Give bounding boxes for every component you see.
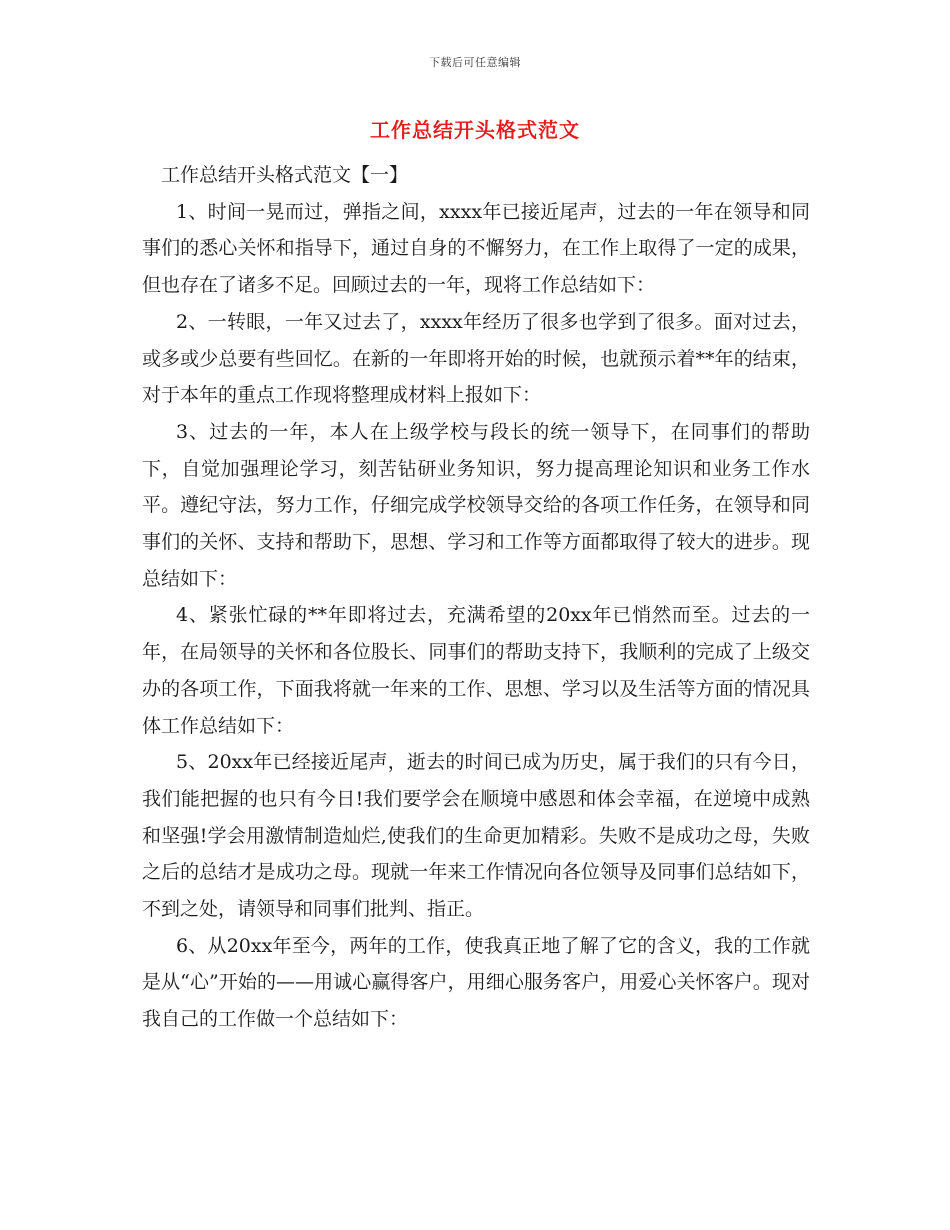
paragraph-1: 1、时间一晃而过，弹指之间，xxxx年已接近尾声，过去的一年在领导和同事们的悉心关怀和指导下，通过自身的不懈努力，在工作上取得了一定的成果，但也存在了诸多不足。回顾过去的一年，现将工作总结如下： [142, 200, 810, 297]
paragraph-6: 6、从20xx年至今，两年的工作，使我真正地了解了它的含义，我的工作就是从“心”开始的——用诚心赢得客户，用细心服务客户，用爱心关怀客户。现对我自己的工作做一个总结如下： [142, 934, 810, 1031]
document-title: 工作总结开头格式范文 [370, 118, 580, 142]
paragraph-3: 3、过去的一年，本人在上级学校与段长的统一领导下，在同事们的帮助下，自觉加强理论学习，刻苦钻研业务知识，努力提高理论知识和业务工作水平。遵纪守法，努力工作，仔细完成学校领导交给的各项工作任务，在领导和同事们的关怀、支持和帮助下，思想、学习和工作等方面都取得了较大的进步。现总结如下： [142, 420, 810, 590]
paragraph-2: 2、一转眼，一年又过去了，xxxx年经历了很多也学到了很多。面对过去，或多或少总要有些回忆。在新的一年即将开始的时候，也就预示着**年的结束，对于本年的重点工作现将整理成材料上报如下： [142, 310, 810, 407]
paragraph-5: 5、20xx年已经接近尾声，逝去的时间已成为历史，属于我们的只有今日，我们能把握的也只有今日!我们要学会在顺境中感恩和体会幸福，在逆境中成熟和坚强!学会用激情制造灿烂,使我们的生命更加精彩。失败不是成功之母，失败之后的总结才是成功之母。现就一年来工作情况向各位领导及同事们总结如下，不到之处，请领导和同事们批判、指正。 [142, 751, 810, 921]
section-heading: 工作总结开头格式范文【一】 [161, 164, 409, 186]
paragraph-4: 4、紧张忙碌的**年即将过去，充满希望的20xx年已悄然而至。过去的一年，在局领导的关怀和各位股长、同事们的帮助支持下，我顺利的完成了上级交办的各项工作，下面我将就一年来的工作、思想、学习以及生活等方面的情况具体工作总结如下： [142, 604, 810, 737]
header-note: 下载后可任意编辑 [429, 56, 521, 69]
document-body [142, 157, 810, 1038]
